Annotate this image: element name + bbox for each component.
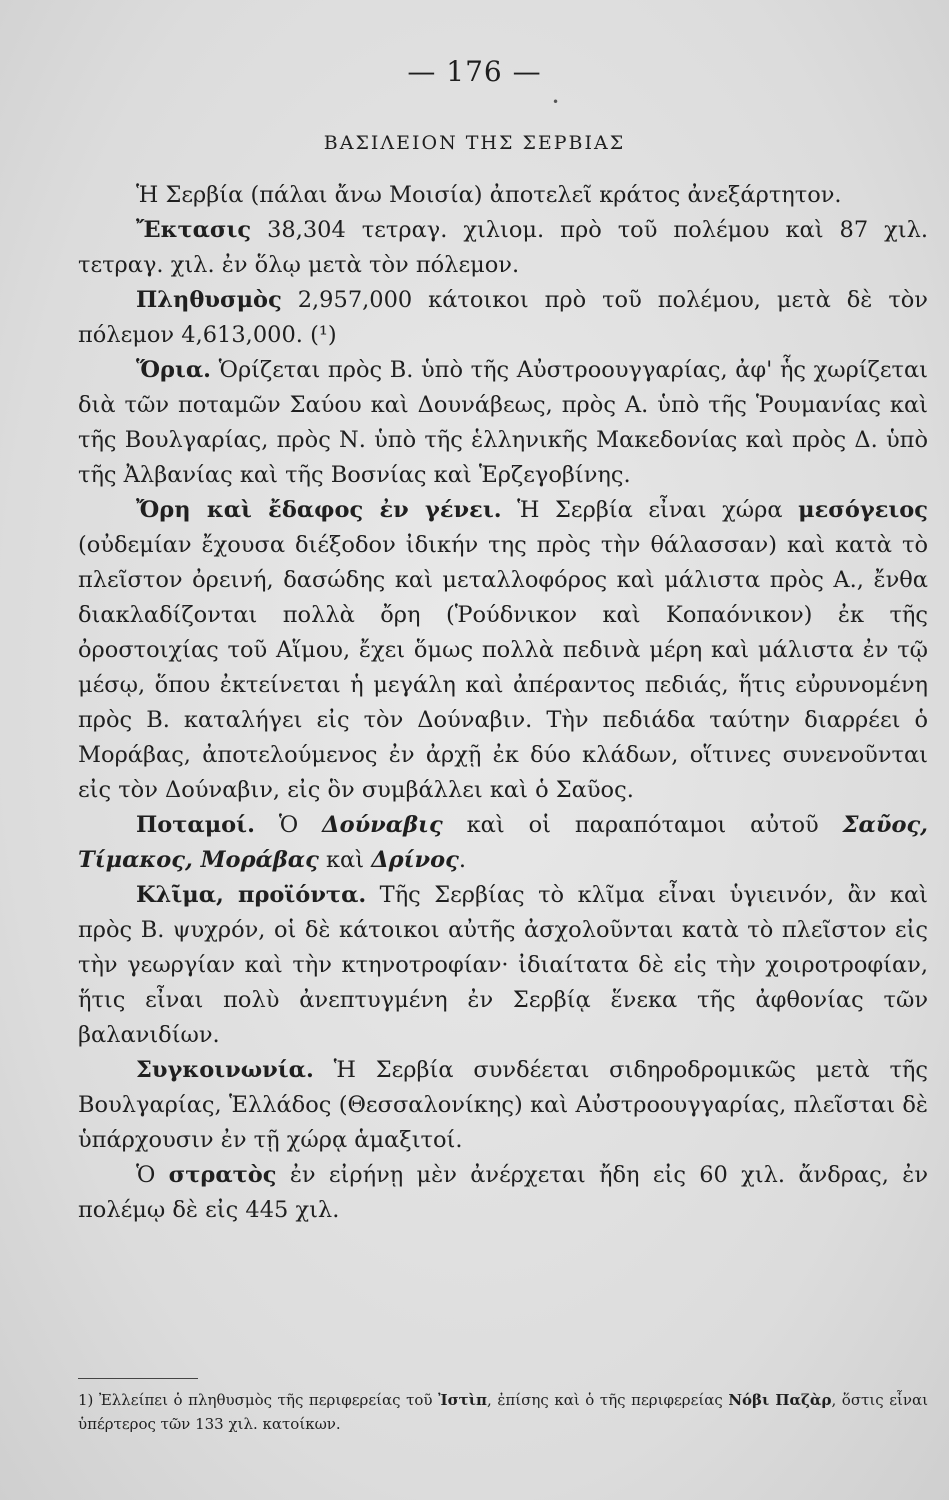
footnote-divider [78,1378,198,1379]
body-text [78,178,928,1228]
paragraph-mountains [78,493,928,808]
footnote-place: Ἰστὶπ [438,1391,487,1409]
paragraph-text: Ὁρίζεται πρὸς Β. ὑπὸ τῆς Αὐστροουγγαρίας, ἀφ' ἧς χωρίζεται διὰ τῶν ποταμῶν Σαύου καὶ Δουνάβεως, πρὸς Α. ὑπὸ τῆς Ῥουμανίας καὶ τῆς Βουλγαρίας, πρὸς Ν. ὑπὸ τῆς ἑλληνικῆς Μακεδονίας καὶ πρὸς Δ. ὑπὸ τῆς Ἀλβανίας καὶ τῆς Βοσνίας καὶ Ἑρζεγοβίνης. [78,357,928,488]
river-name: Σαῦος, Τίμακος, Μοράβας [78,812,929,873]
paragraph-text: καὶ [318,847,372,873]
footnote [78,1388,928,1436]
paragraph-rivers [78,808,928,878]
footnote-text: , ὅστις εἶναι ὑπέρτερος τῶν 133 χιλ. κατοίκων. [78,1391,928,1433]
paragraph-text: Ἡ Σερβία εἶναι χώρα [501,497,799,523]
paragraph-text: Ἡ Σερβία (πάλαι ἄνω Μοισία) ἀποτελεῖ κράτος ἀνεξάρτητον. [136,182,842,208]
river-name: Δρίνος [371,847,459,873]
footnote-text: , ἐπίσης καὶ ὁ τῆς περιφερείας [486,1391,729,1409]
emphasis-word: μεσόγειος [798,497,928,523]
paragraph-area [78,213,928,283]
page-number: — 176 — [407,55,542,88]
paragraph-text: . [458,847,466,873]
paragraph-text: Ὁ [254,812,323,838]
ink-dot: • [552,95,560,109]
footnote-mark: 1) [78,1391,94,1409]
paragraph-text: ἐν εἰρήνῃ μὲν ἀνέρχεται ἤδη εἰς 60 χιλ. ἄνδρας, ἐν πολέμῳ δὲ εἰς 445 χιλ. [78,1162,928,1223]
paragraph-text: Ἡ Σερβία συνδέεται σιδηροδρομικῶς μετὰ τῆς Βουλγαρίας, Ἑλλάδος (Θεσσαλονίκης) καὶ Αὐστροουγγαρίας, πλεῖσται δὲ ὑπάρχουσιν ἐν τῇ χώρᾳ ἁμαξιτοί. [78,1057,928,1153]
paragraph-label: Ποταμοί. [136,812,255,838]
paragraph-label: Ἔκτασις [136,217,252,243]
paragraph-text: (οὐδεμίαν ἔχουσα διέξοδον ἰδικήν της πρὸς τὴν θάλασσαν) καὶ κατὰ τὸ πλεῖστον ὀρεινή, δασώδης καὶ μεταλλοφόρος καὶ μάλιστα πρὸς Α., ἔνθα διακλαδίζονται πολλὰ ὄρη (Ῥούδνικον καὶ Κοπαόνικον) ἐκ τῆς ὀροστοιχίας τοῦ Αἵμου, ἔχει ὅμως πολλὰ πεδινὰ μέρη καὶ μάλιστα ἐν τῷ μέσῳ, ὅπου ἐκτείνεται ἡ μεγάλη καὶ ἀπέραντος πεδιάς, ἥτις εὐρυνομένη πρὸς Β. καταλήγει εἰς τὸν Δούναβιν. Τὴν πεδιάδα ταύτην διαρρέει ὁ Μοράβας, ἀποτελούμενος ἐν ἀρχῇ ἐκ δύο κλάδων, οἵτινες συνενοῦνται εἰς τὸν Δούναβιν, εἰς ὃν συμβάλλει καὶ ὁ Σαῦος. [78,532,928,803]
paragraph-label: Ὅρια. [136,357,211,383]
paragraph-label: στρατὸς [168,1162,277,1188]
paragraph-text: Ὁ [136,1162,169,1188]
footnote-place: Νόβι Παζὰρ [728,1391,832,1409]
paragraph-communication [78,1053,928,1158]
section-heading: ΒΑΣΙΛΕΙΟΝ ΤΗΣ ΣΕΡΒΙΑΣ [323,132,626,154]
paragraph-label: Ὄρη καὶ ἔδαφος ἐν γένει. [136,497,502,523]
footnote-text: Ἐλλείπει ὁ πληθυσμὸς τῆς περιφερείας τοῦ [93,1391,439,1409]
paragraph-borders [78,353,928,493]
paragraph-label: Πληθυσμὸς [136,287,282,313]
paragraph-text: καὶ οἱ παραπόταμοι αὐτοῦ [442,812,843,838]
paragraph-label: Συγκοινωνία. [136,1057,314,1083]
river-name: Δούναβις [322,812,443,838]
paragraph-text: 2,957,000 κάτοικοι πρὸ τοῦ πολέμου, μετὰ δὲ τὸν πόλεμον 4,613,000. (¹) [78,287,928,348]
paragraph-climate [78,878,928,1053]
paragraph-text: 38,304 τετραγ. χιλιομ. πρὸ τοῦ πολέμου καὶ 87 χιλ. τετραγ. χιλ. ἐν ὅλῳ μετὰ τὸν πόλεμον. [78,217,928,278]
paragraph-population [78,283,928,353]
paragraph-label: Κλῖμα, προϊόντα. [136,882,367,908]
paragraph-intro [78,178,928,213]
paragraph-army [78,1158,928,1228]
paragraph-text: Τῆς Σερβίας τὸ κλῖμα εἶναι ὑγιεινόν, ἂν καὶ πρὸς Β. ψυχρόν, οἱ δὲ κάτοικοι αὐτῆς ἀσχολοῦνται κατὰ τὸ πλεῖστον εἰς τὴν γεωργίαν καὶ τὴν κτηνοτροφίαν· ἰδιαίτατα δὲ εἰς τὴν χοιροτροφίαν, ἥτις εἶναι πολὺ ἀνεπτυγμένη ἐν Σερβίᾳ ἕνεκα τῆς ἀφθονίας τῶν βαλανιδίων. [78,882,928,1048]
